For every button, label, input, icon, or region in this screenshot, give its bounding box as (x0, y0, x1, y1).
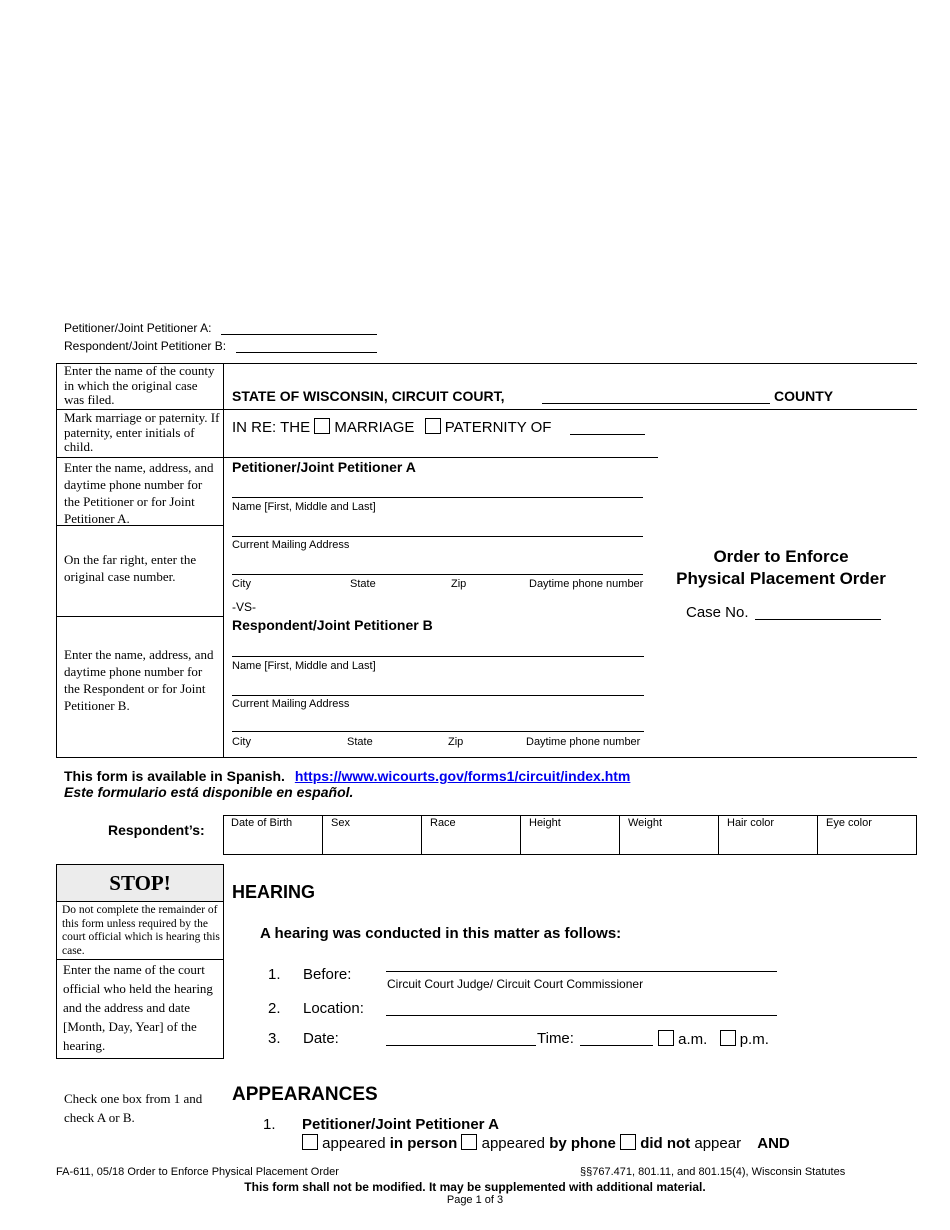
sidebar-left-border (56, 363, 57, 757)
petitioner-note: Enter the name, address, and daytime phone number for the Petitioner or for Joint Petitioner A. (64, 460, 214, 526)
petitioner-a-city-label: City (232, 578, 251, 590)
spanish-text: This form is available in Spanish. (64, 768, 285, 784)
county-label: COUNTY (774, 388, 834, 404)
respondent-b-address-field[interactable] (232, 695, 644, 696)
hearing-location-label: Location: (303, 1000, 364, 1017)
time-field[interactable] (580, 1045, 653, 1046)
footer-form-id: FA-611, 05/18 Order to Enforce Physical Placement Order (56, 1166, 339, 1178)
appearance-options (302, 1134, 790, 1152)
respondent-b-address-label: Current Mailing Address (232, 698, 350, 710)
paternity-label: PATERNITY OF (444, 419, 552, 436)
respondent-b-zip-label: Zip (448, 736, 464, 748)
attr-eye-color[interactable]: Eye color (817, 815, 917, 855)
stop-title: STOP! (57, 865, 223, 902)
am-label: a.m. (678, 1031, 708, 1048)
respondent-attributes-label: Respondent’s: (108, 822, 205, 838)
time-label: Time: (537, 1030, 574, 1047)
petitioner-a-top-field[interactable] (221, 321, 377, 335)
respondent-b-top-field[interactable] (236, 339, 377, 353)
appearances-item-num: 1. (263, 1116, 276, 1133)
spanish-text-es: Este formulario está disponible en español. (64, 784, 354, 800)
respondent-b-state-label: State (347, 736, 373, 748)
appear-label: appear (694, 1135, 742, 1152)
marriage-row-border (56, 457, 658, 458)
marriage-note: Mark marriage or paternity. If paternity, enter initials of child. (64, 410, 220, 454)
marriage-label: MARRIAGE (334, 419, 415, 436)
stop-text: Do not complete the remainder of this form unless required by the court official which is hearing this case. (62, 904, 220, 957)
sidebar-row-border-2 (56, 616, 223, 617)
respondent-b-city-field[interactable] (232, 731, 644, 732)
case-no-field[interactable] (755, 604, 881, 620)
case-number-note: On the far right, enter the original case number. (64, 552, 197, 584)
petitioner-a-address-label: Current Mailing Address (232, 539, 350, 551)
vs-label: -VS- (232, 600, 256, 614)
order-title-line2: Physical Placement Order (676, 569, 886, 588)
am-checkbox[interactable] (658, 1030, 674, 1046)
attr-weight[interactable]: Weight (619, 815, 718, 855)
attr-sex[interactable]: Sex (322, 815, 421, 855)
appearances-heading: APPEARANCES (232, 1084, 378, 1105)
footer-page: Page 1 of 3 (446, 1194, 504, 1206)
petitioner-a-address-field[interactable] (232, 536, 643, 537)
hearing-item-1-num: 1. (268, 966, 281, 983)
county-field[interactable] (542, 387, 770, 404)
pm-label: p.m. (739, 1031, 769, 1048)
respondent-b-name-label: Name [First, Middle and Last] (232, 660, 376, 672)
respondent-b-city-label: City (232, 736, 251, 748)
attr-race[interactable]: Race (421, 815, 520, 855)
hearing-item-3-num: 3. (268, 1030, 281, 1047)
in-re-line (232, 418, 551, 436)
case-no-label: Case No. (686, 604, 749, 621)
date-field[interactable] (386, 1045, 536, 1046)
hearing-note: Enter the name of the court official who held the hearing and the address and date [Month, Day, Year] of the hearing. (63, 962, 213, 1053)
in-person-label: in person (389, 1135, 458, 1152)
by-phone-label: by phone (549, 1135, 616, 1152)
petitioner-a-zip-label: Zip (451, 578, 467, 590)
hearing-heading: HEARING (232, 882, 316, 902)
appearances-note: Check one box from 1 and check A or B. (64, 1091, 203, 1125)
child-initials-field[interactable] (570, 419, 645, 435)
appearances-petitioner-a: Petitioner/Joint Petitioner A (302, 1116, 499, 1133)
hearing-date-label: Date: (303, 1030, 339, 1047)
pm-checkbox[interactable] (720, 1030, 736, 1046)
before-field[interactable] (386, 971, 777, 972)
before-sublabel: Circuit Court Judge/ Circuit Court Commissioner (387, 977, 644, 991)
marriage-checkbox[interactable] (314, 418, 330, 434)
location-field[interactable] (386, 1015, 777, 1016)
respondent-b-phone-label: Daytime phone number (526, 736, 641, 748)
hearing-item-2-num: 2. (268, 1000, 281, 1017)
petitioner-a-name-field[interactable] (232, 497, 643, 498)
attr-date-of-birth[interactable]: Date of Birth (231, 817, 293, 829)
respondent-note: Enter the name, address, and daytime phone number for the Respondent or for Joint Petitioner B. (64, 647, 214, 713)
and-label: AND (757, 1135, 790, 1152)
spanish-notice (64, 768, 630, 784)
petitioner-a-top-label: Petitioner/Joint Petitioner A: (64, 321, 212, 335)
paternity-checkbox[interactable] (425, 418, 441, 434)
appeared-label-1: appeared (322, 1135, 386, 1152)
forms-link[interactable]: https://www.wicourts.gov/forms1/circuit/index.htm (294, 768, 631, 784)
county-note: Enter the name of the county in which the original case was filed. (64, 363, 215, 407)
footer-notice: This form shall not be modified. It may be supplemented with additional material. (244, 1180, 706, 1194)
petitioner-a-heading: Petitioner/Joint Petitioner A (232, 459, 416, 475)
am-pm-options (658, 1030, 769, 1048)
respondent-b-top-label: Respondent/Joint Petitioner B: (64, 339, 227, 353)
by-phone-checkbox[interactable] (461, 1134, 477, 1150)
hearing-intro: A hearing was conducted in this matter as follows: (260, 925, 622, 942)
appeared-label-2: appeared (481, 1135, 546, 1152)
hearing-before-label: Before: (303, 966, 352, 983)
did-not-label: did not (640, 1135, 691, 1152)
sidebar-right-border (223, 363, 224, 757)
in-re-label: IN RE: THE (232, 419, 311, 436)
attr-height[interactable]: Height (520, 815, 619, 855)
petitioner-a-city-field[interactable] (232, 574, 643, 575)
petitioner-a-phone-label: Daytime phone number (529, 578, 644, 590)
caption-bottom-border (56, 757, 917, 758)
petitioner-a-state-label: State (350, 578, 376, 590)
did-not-appear-checkbox[interactable] (620, 1134, 636, 1150)
petitioner-a-name-label: Name [First, Middle and Last] (232, 501, 376, 513)
court-heading: STATE OF WISCONSIN, CIRCUIT COURT, (232, 388, 505, 404)
in-person-checkbox[interactable] (302, 1134, 318, 1150)
respondent-b-name-field[interactable] (232, 656, 644, 657)
footer-statutes: §§767.471, 801.11, and 801.15(4), Wisconsin Statutes (580, 1166, 846, 1178)
order-title-line1: Order to Enforce (713, 547, 849, 566)
respondent-b-heading: Respondent/Joint Petitioner B (232, 617, 433, 633)
order-title (660, 546, 902, 590)
attr-hair-color[interactable]: Hair color (718, 815, 817, 855)
